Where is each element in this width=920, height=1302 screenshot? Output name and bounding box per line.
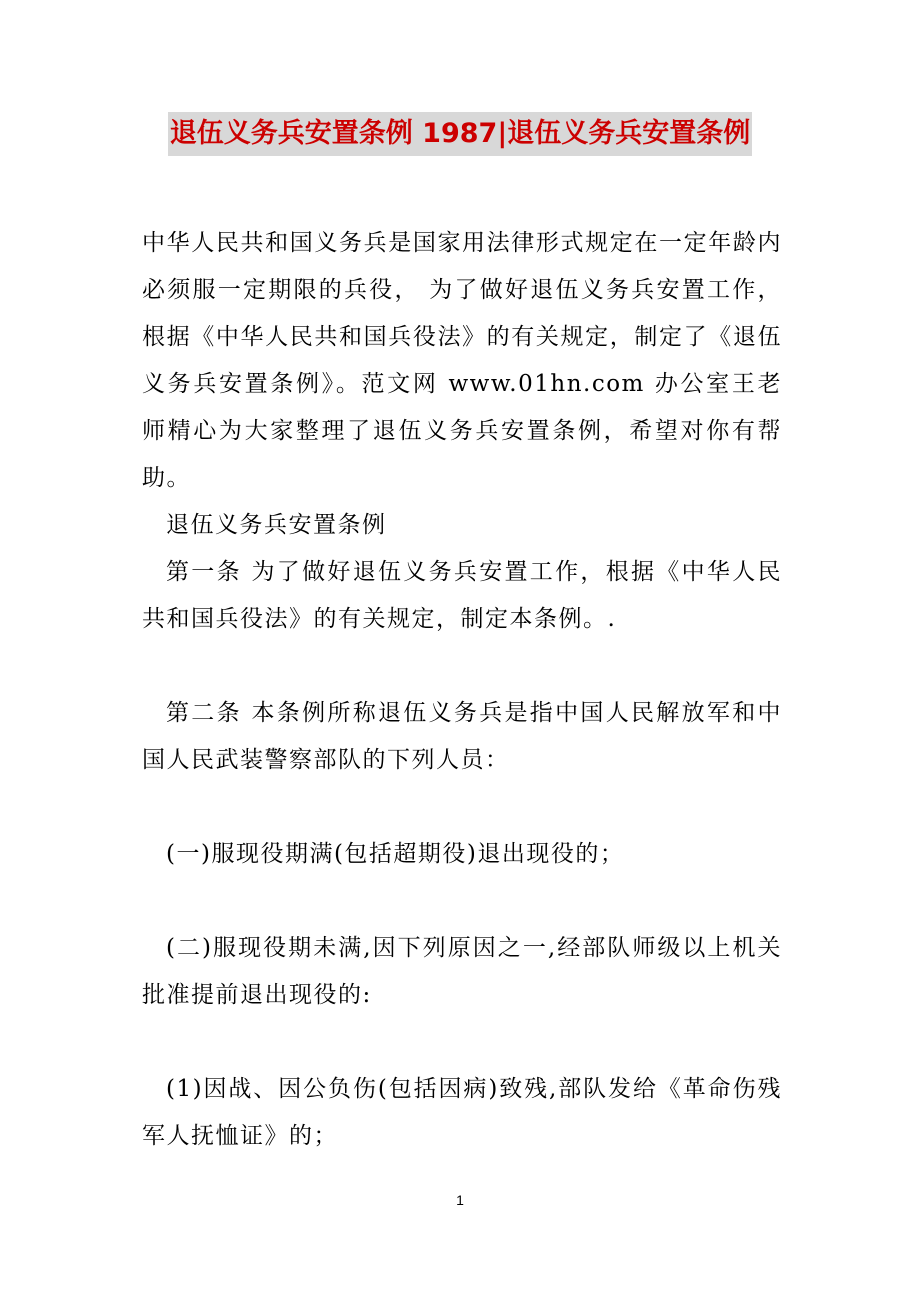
page-number: 1: [456, 1192, 464, 1208]
article-one: 第一条 为了做好退伍义务兵安置工作，根据《中华人民共和国兵役法》的有关规定，制定本条例。.: [142, 559, 782, 632]
paragraph-gap: [142, 1019, 782, 1066]
sub-clause-one: (1)因战、因公负伤(包括因病)致残,部队发给《革命伤残军人抚恤证》的；: [142, 1076, 782, 1149]
paragraph-gap: [142, 878, 782, 925]
paragraph-gap: [142, 784, 782, 831]
document-body: [142, 220, 782, 1160]
title-container: [0, 112, 920, 156]
article-two: 第二条 本条例所称退伍义务兵是指中国人民解放军和中国人民武装警察部队的下列人员：: [142, 700, 782, 773]
document-title: 退伍义务兵安置条例 1987|退伍义务兵安置条例: [168, 112, 752, 156]
intro-paragraph: 中华人民共和国义务兵是国家用法律形式规定在一定年龄内必须服一定期限的兵役， 为了做好退伍义务兵安置工作，根据《中华人民共和国兵役法》的有关规定，制定了《退伍义务兵安置条例》。范文网 www.01hn.com 办公室王老师精心为大家整理了退伍义务兵安置条例，希望对你有帮助。: [142, 230, 782, 491]
clause-two: (二)服现役期未满,因下列原因之一,经部队师级以上机关批准提前退出现役的:: [142, 935, 782, 1008]
paragraph-gap: [142, 643, 782, 690]
clause-one: (一)服现役期满(包括超期役)退出现役的；: [166, 841, 625, 867]
section-heading: 退伍义务兵安置条例: [166, 512, 387, 538]
